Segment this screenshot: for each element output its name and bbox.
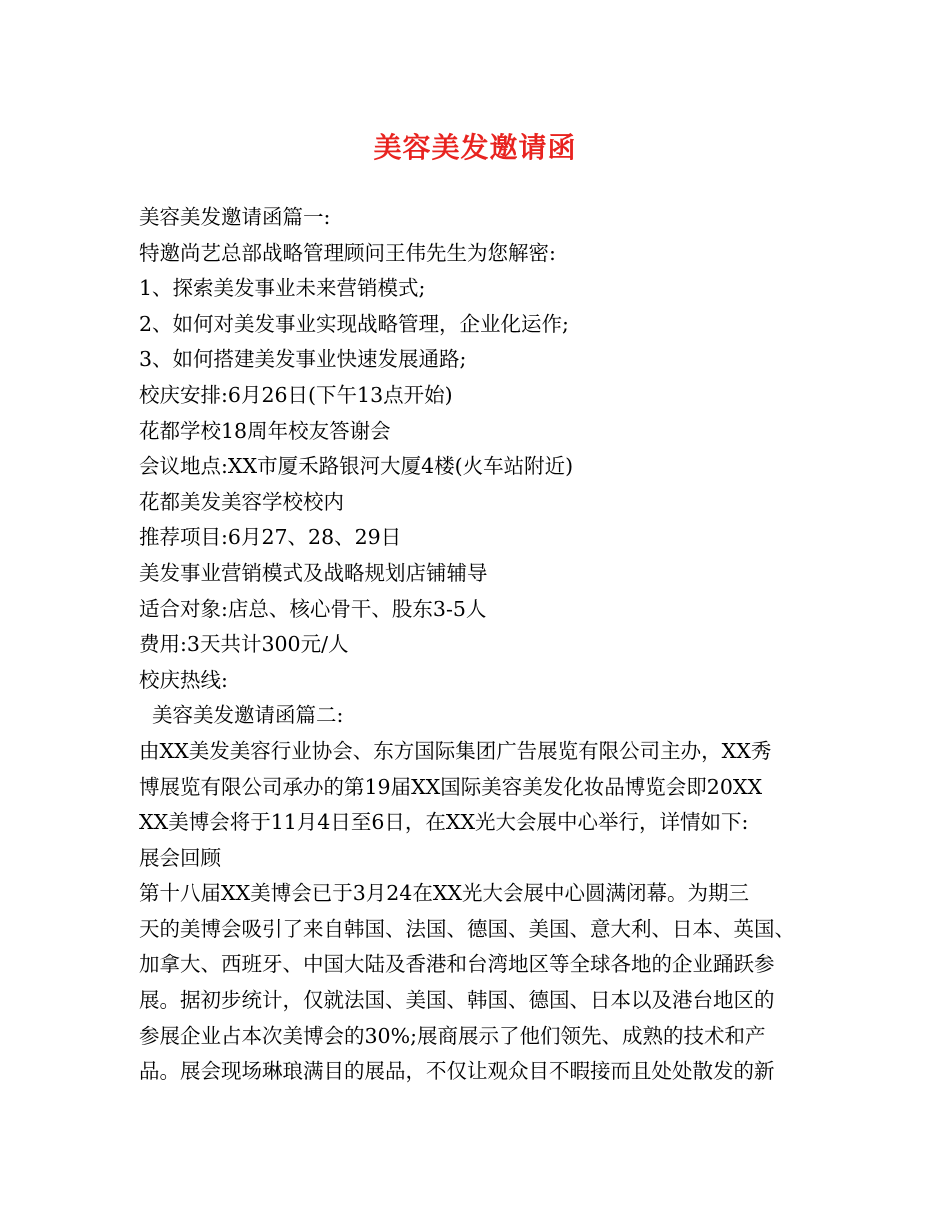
text-line: 特邀尚艺总部战略管理顾问王伟先生为您解密:: [139, 240, 556, 265]
text-line: 第十八届XX美博会已于3月24在XX光大会展中心圆满闭幕。为期三: [139, 881, 750, 906]
text-line: 品。展会现场琳琅满目的展品，不仅让观众目不暇接而且处处散发的新: [139, 1059, 775, 1084]
text-line: 费用:3天共计300元/人: [139, 632, 349, 657]
section2-subheading: 展会回顾: [139, 845, 221, 870]
text-line: 花都学校18周年校友答谢会: [139, 418, 391, 443]
document-title: 美容美发邀请函: [373, 131, 577, 164]
text-line: 花都美发美容学校校内: [139, 489, 344, 514]
text-line: 1、探索美发事业未来营销模式;: [139, 276, 426, 301]
text-line: 3、如何搭建美发事业快速发展通路;: [139, 347, 467, 372]
text-line: 参展企业占本次美博会的30%;展商展示了他们领先、成熟的技术和产: [139, 1023, 766, 1048]
section2-heading: 美容美发邀请函篇二:: [139, 703, 344, 728]
text-line: 美发事业营销模式及战略规划店铺辅导: [139, 560, 488, 585]
text-line: 天的美博会吸引了来自韩国、法国、德国、美国、意大利、日本、英国、: [139, 916, 795, 941]
text-line: 2、如何对美发事业实现战略管理，企业化运作;: [139, 311, 569, 336]
text-line: 校庆热线:: [139, 667, 228, 692]
text-line: 加拿大、西班牙、中国大陆及香港和台湾地区等全球各地的企业踊跃参: [139, 952, 775, 977]
text-line: 推荐项目:6月27、28、29日: [139, 525, 402, 550]
text-line: XX美博会将于11月4日至6日，在XX光大会展中心举行，详情如下:: [139, 810, 749, 835]
text-line: 展。据初步统计，仅就法国、美国、韩国、德国、日本以及港台地区的: [139, 988, 775, 1013]
section1-heading: 美容美发邀请函篇一:: [139, 205, 331, 229]
text-line: 会议地点:XX市厦禾路银河大厦4楼(火车站附近): [139, 454, 574, 479]
text-line: 博展览有限公司承办的第19届XX国际美容美发化妆品博览会即20XX: [139, 774, 763, 799]
text-line: 适合对象:店总、核心骨干、股东3-5人: [139, 596, 487, 621]
text-line: 由XX美发美容行业协会、东方国际集团广告展览有限公司主办，XX秀: [139, 738, 772, 763]
document-body: [139, 200, 824, 1090]
text-line: 校庆安排:6月26日(下午13点开始): [139, 382, 453, 407]
